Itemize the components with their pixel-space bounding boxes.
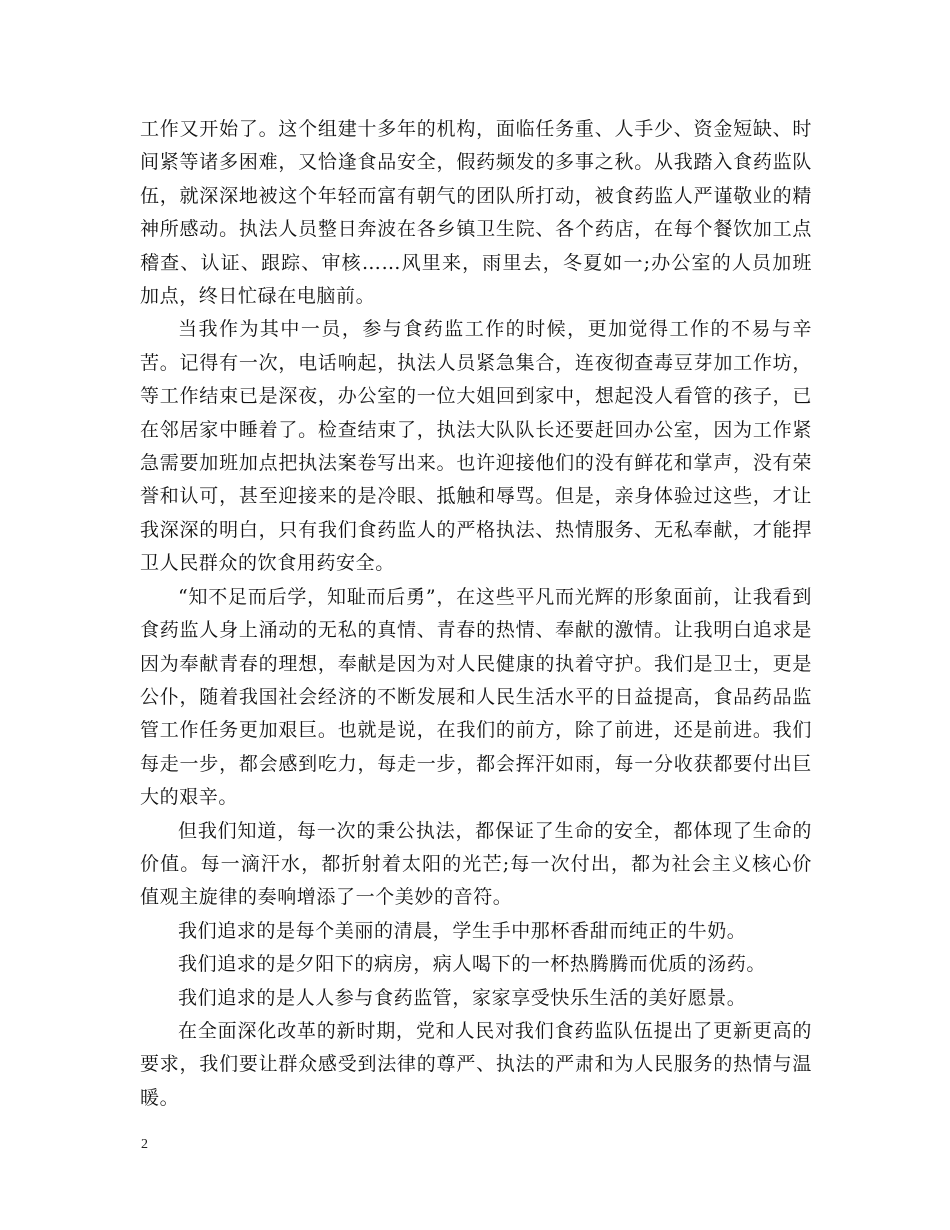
paragraph-3: “知不足而后学，知耻而后勇”，在这些平凡而光辉的形象面前，让我看到食药监人身上涌动的无私的真情、青春的热情、奉献的激情。让我明白追求是因为奉献青春的理想，奉献是因为对人民健康的执着守护。我们是卫士，更是公仆，随着我国社会经济的不断发展和人民生活水平的日益提高，食品药品监管工作任务更加艰巨。也就是说，在我们的前方，除了前进，还是前进。我们每走一步，都会感到吃力，每走一步，都会挥汗如雨，每一分收获都要付出巨大的艰辛。 (140, 585, 812, 809)
paragraph-8: 在全面深化改革的新时期，党和人民对我们食药监队伍提出了更新更高的要求，我们要让群众感受到法律的尊严、执法的严肃和为人民服务的热情与温暖。 (140, 1019, 812, 1109)
paragraph-5: 我们追求的是每个美丽的清晨，学生手中那杯香甜而纯正的牛奶。 (178, 919, 747, 942)
document-page (140, 113, 812, 1115)
page-number: 2 (141, 1137, 148, 1152)
paragraph-6: 我们追求的是夕阳下的病房，病人喝下的一杯热腾腾而优质的汤药。 (178, 953, 767, 976)
paragraph-2: 当我作为其中一员，参与食药监工作的时候，更加觉得工作的不易与辛苦。记得有一次，电话响起，执法人员紧急集合，连夜彻查毒豆芽加工作坊，等工作结束已是深夜，办公室的一位大姐回到家中，想起没人看管的孩子，已在邻居家中睡着了。检查结束了，执法大队队长还要赶回办公室，因为工作紧急需要加班加点把执法案卷写出来。也许迎接他们的没有鲜花和掌声，没有荣誉和认可，甚至迎接来的是冷眼、抵触和辱骂。但是，亲身体验过这些，才让我深深的明白，只有我们食药监人的严格执法、热情服务、无私奉献，才能捍卫人民群众的饮食用药安全。 (140, 318, 812, 575)
paragraph-1: 工作又开始了。这个组建十多年的机构，面临任务重、人手少、资金短缺、时间紧等诸多困难，又恰逢食品安全，假药频发的多事之秋。从我踏入食药监队伍，就深深地被这个年轻而富有朝气的团队所打动，被食药监人严谨敬业的精神所感动。执法人员整日奔波在各乡镇卫生院、各个药店，在每个餐饮加工点稽查、认证、跟踪、审核……风里来，雨里去，冬夏如一;办公室的人员加班加点，终日忙碌在电脑前。 (140, 118, 812, 308)
paragraph-4: 但我们知道，每一次的秉公执法，都保证了生命的安全，都体现了生命的价值。每一滴汗水，都折射着太阳的光芒;每一次付出，都为社会主义核心价值观主旋律的奏响增添了一个美妙的音符。 (140, 819, 812, 909)
paragraph-7: 我们追求的是人人参与食药监管，家家享受快乐生活的美好愿景。 (178, 986, 747, 1009)
